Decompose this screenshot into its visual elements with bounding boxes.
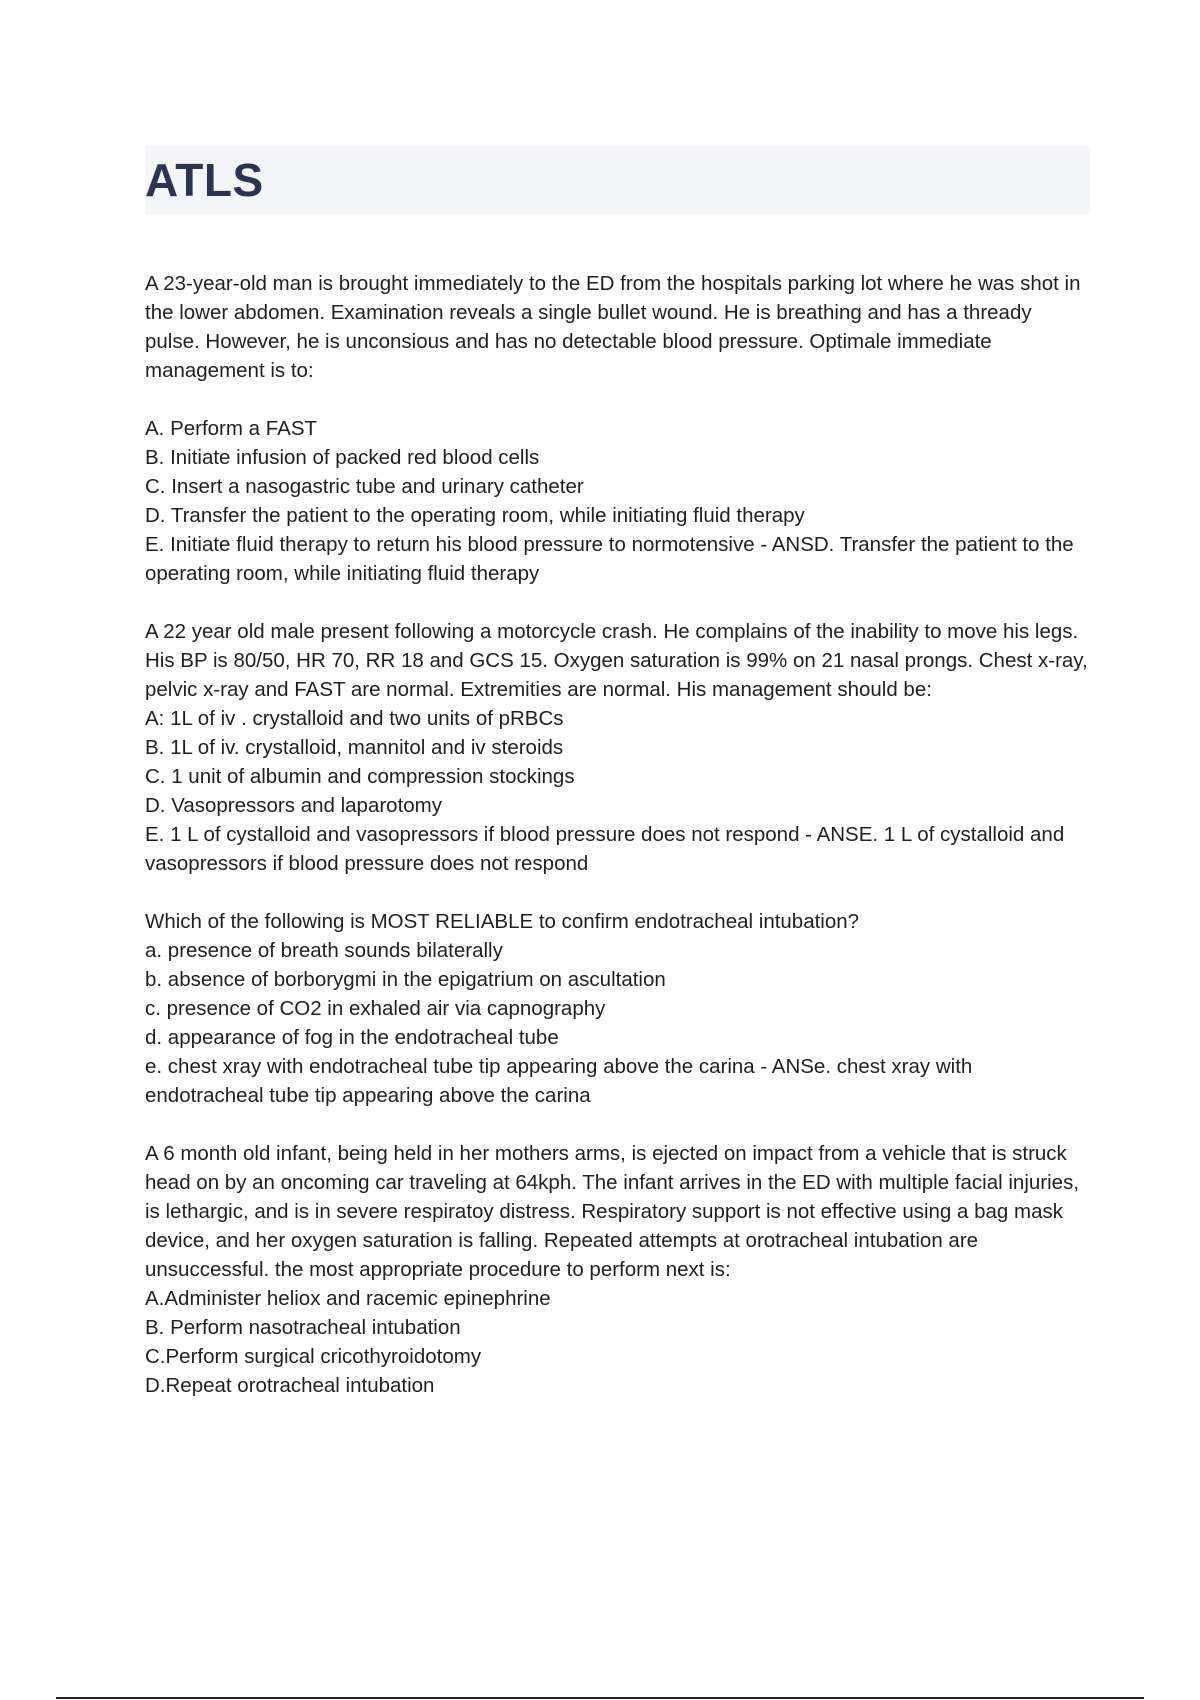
document-body — [145, 269, 1090, 1429]
question-4-option-d: D.Repeat orotracheal intubation — [145, 1374, 435, 1397]
question-4-option-c: C.Perform surgical cricothyroidotomy — [145, 1345, 482, 1368]
question-1-option-e-answer: E. Initiate fluid therapy to return his blood pressure to normotensive - ANSD. Transfer the patient to the operating room, while initiating fluid therapy — [145, 533, 1074, 585]
question-3-stem: Which of the following is MOST RELIABLE to confirm endotracheal intubation? — [145, 910, 860, 933]
question-3-option-d: d. appearance of fog in the endotracheal tube — [145, 1026, 559, 1049]
question-2-option-b: B. 1L of iv. crystalloid, mannitol and iv steroids — [145, 736, 564, 759]
question-2-stem: A 22 year old male present following a motorcycle crash. He complains of the inability to move his legs. His BP is 80/50, HR 70, RR 18 and GCS 15. Oxygen saturation is 99% on 21 nasal prongs. Chest x-ray, pelvic x-ray and FAST are normal. Extremities are normal. His management should be: — [145, 620, 1088, 701]
footer-rule — [56, 1697, 1144, 1699]
question-2-option-a: A: 1L of iv . crystalloid and two units of pRBCs — [145, 707, 564, 730]
question-4 — [145, 1139, 1090, 1400]
question-3 — [145, 907, 1090, 1110]
question-2-option-d: D. Vasopressors and laparotomy — [145, 794, 443, 817]
question-2 — [145, 617, 1090, 878]
question-3-option-b: b. absence of borborygmi in the epigatrium on ascultation — [145, 968, 666, 991]
question-3-option-a: a. presence of breath sounds bilaterally — [145, 939, 503, 962]
question-1-option-a: A. Perform a FAST — [145, 417, 318, 440]
question-3-option-c: c. presence of CO2 in exhaled air via capnography — [145, 997, 606, 1020]
question-2-option-c: C. 1 unit of albumin and compression stockings — [145, 765, 575, 788]
question-4-stem: A 6 month old infant, being held in her mothers arms, is ejected on impact from a vehicle that is struck head on by an oncoming car traveling at 64kph. The infant arrives in the ED with multiple facial injuries, is lethargic, and is in severe respiratoy distress. Respiratory support is not effective using a bag mask device, and her oxygen saturation is falling. Repeated attempts at orotracheal intubation are unsuccessful. the most appropriate procedure to perform next is: — [145, 1142, 1080, 1281]
document-title: ATLS — [145, 154, 264, 206]
question-3-option-e-answer: e. chest xray with endotracheal tube tip appearing above the carina - ANSe. chest xray with endotracheal tube tip appearing above the carina — [145, 1055, 973, 1107]
question-1-option-d: D. Transfer the patient to the operating room, while initiating fluid therapy — [145, 504, 805, 527]
question-4-option-b: B. Perform nasotracheal intubation — [145, 1316, 461, 1339]
title-band — [145, 146, 1090, 214]
question-1-option-b: B. Initiate infusion of packed red blood cells — [145, 446, 540, 469]
question-2-option-e-answer: E. 1 L of cystalloid and vasopressors if blood pressure does not respond - ANSE. 1 L of cystalloid and vasopressors if blood pressure does not respond — [145, 823, 1065, 875]
question-1-option-c: C. Insert a nasogastric tube and urinary catheter — [145, 475, 584, 498]
question-1 — [145, 269, 1090, 588]
question-4-option-a: A.Administer heliox and racemic epinephrine — [145, 1287, 551, 1310]
question-1-stem: A 23-year-old man is brought immediately to the ED from the hospitals parking lot where he was shot in the lower abdomen. Examination reveals a single bullet wound. He is breathing and has a thready pulse. However, he is unconsious and has no detectable blood pressure. Optimale immediate management is to: — [145, 272, 1081, 382]
